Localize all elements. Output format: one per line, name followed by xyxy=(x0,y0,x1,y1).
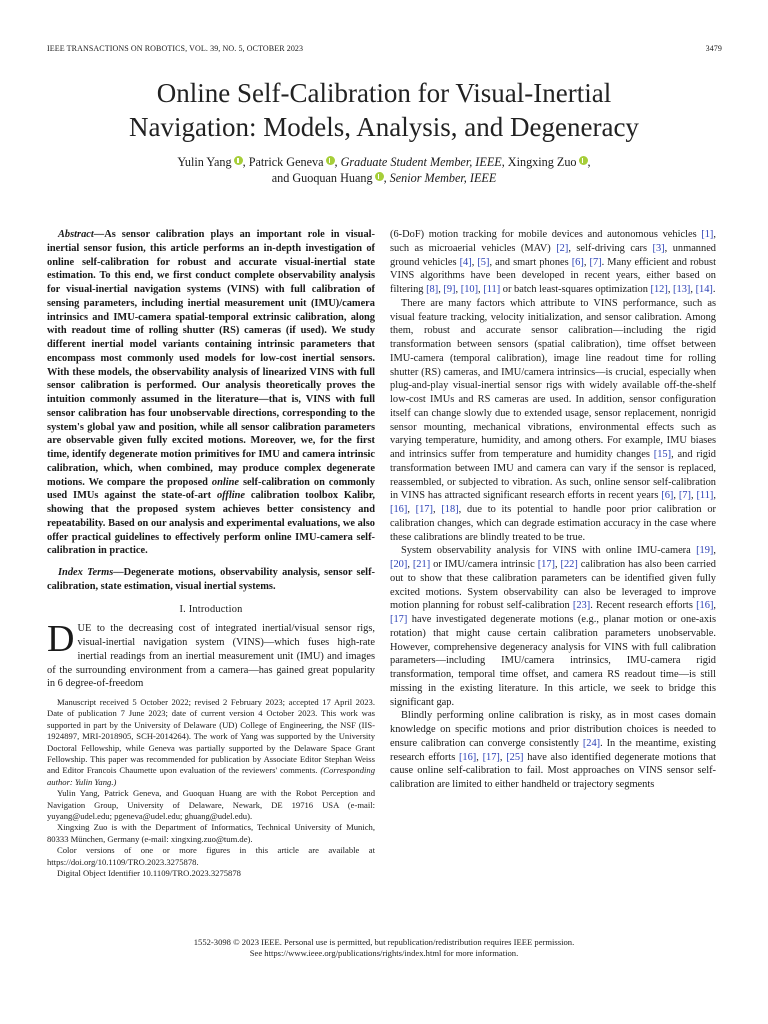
citation-link[interactable]: [6] xyxy=(571,256,584,268)
author-list: Yulin Yang , Patrick Geneva , Graduate Student Member, IEEE, Xingxing Zuo , and Guoquan Huang , Senior Member, IEEE xyxy=(177,155,591,185)
author-name: and Guoquan Huang xyxy=(271,171,373,185)
body-paragraph: (6-DoF) motion tracking for mobile devices and autonomous vehicles [1], such as microaerial vehicles (MAV) [2], self-driving cars [3], unmanned ground vehicles [4], [5], and smart phones [6], [7]. Many efficient and robust VINS algorithms have been developed in recent years, either based on filtering [8], [9], [10], [11] or batch least-squares optimization [12], [13], [14]. xyxy=(390,229,716,295)
citation-link[interactable]: [9] xyxy=(443,284,456,295)
body-paragraph: There are many factors which attribute to VINS performance, such as visual feature tracking, velocity initialization, and sensor calibration. Among them, robust and accurate sensor calibration—including the rigid transformation between sensors (spatial calibration), time offset between IMU-camera (temporal calibration), image line readout time for rolling shutter (RS) cameras, and IMU/camera intrinsics—is crucial, especially when plug-and-play visual-inertial sensor rigs with widely available off-the-shelf low-cost IMUs and RS cameras are used. In addition, sensor configuration itself can change slowly due to extended usage, sensor replacement, nonrigid sensor mounting, mechanical vibrations, environmental effects such as varying temperature, humidity, and among others. For example, IMU biases and intrinsics suffer from temperature and humidity changes [15], and rigid transformation between IMU and camera can vary if the sensor is replaced, reassembled, or subjected to vibration. As such, online sensor self-calibration in VINS has attracted significant research efforts in recent years [6], [7], [11], [16], [17], [18], due to its potential to handle poor prior calibration or calibration changes, which can degrade estimation accuracy in the case where these calibrations are blindly treated to be true. xyxy=(390,297,717,543)
citation-link[interactable]: [1] xyxy=(701,229,714,240)
citation-link[interactable]: [11] xyxy=(696,490,714,502)
right-column xyxy=(390,228,716,792)
citation-link[interactable]: [11] xyxy=(483,284,501,295)
citation-link[interactable]: [17] xyxy=(482,751,500,763)
citation-link[interactable]: [7] xyxy=(589,256,602,268)
citation-link[interactable]: [4] xyxy=(459,256,472,268)
citation-link[interactable]: [8] xyxy=(426,284,439,295)
orcid-icon[interactable] xyxy=(326,156,335,165)
body-paragraph: System observability analysis for VINS with online IMU-camera [19], [20], [21] or IMU/camera intrinsic [17], [22] calibration has also been carried out to show that these calibration parameters can be identified given fully excited motions. System observability can also be leveraged to improve motion planning for robust self-calibration [23]. Recent research efforts [16], [17] have investigated degenerate motions (e.g., planar motion or one-axis rotation) that might cause certain calibration parameters unobservable. However, comprehensive degeneracy analysis for VINS with full calibration parameters—including IMU/camera intrinsics, IMU-camera rigid transformation, temporal time offset, and camera RS readout time—is still missing in the existing literature. In this article, we seek to bridge this significant gap. xyxy=(390,545,717,708)
section-heading: I. Introduction xyxy=(179,603,243,615)
citation-link[interactable]: [17] xyxy=(415,504,433,515)
citation-link[interactable]: [25] xyxy=(506,751,524,763)
author-name: Yulin Yang xyxy=(177,155,232,169)
drop-cap: D xyxy=(47,618,75,661)
citation-link[interactable]: [19] xyxy=(696,545,714,557)
citation-link[interactable]: [16] xyxy=(458,751,477,763)
citation-link[interactable]: [6] xyxy=(661,490,674,502)
citation-link[interactable]: [5] xyxy=(477,256,490,268)
paper-title xyxy=(0,76,768,144)
copyright-notice: 1552-3098 © 2023 IEEE. Personal use is permitted, but republication/redistribution requires IEEE permission. See https://www.ieee.org/publications/rights/index.html for more information. xyxy=(193,937,575,958)
index-terms: Index Terms—Degenerate motions, observability analysis, sensor self-calibration, state estimation, visual inertial systems. xyxy=(47,567,375,592)
left-column xyxy=(47,228,375,691)
title-line-1: Online Self-Calibration for Visual-Inertial xyxy=(156,78,612,108)
body-paragraph: Blindly performing online calibration is risky, as in most cases domain knowledge on specific motions and prior distribution choices is needed to ensure calibration can converge consistently [24]. In the meantime, existing research efforts [16], [17], [25] have also identified degenerate motions that cause online self-calibration to fail. Most approaches on VINS sensor self-calibration are limited to either handheld or trajectory segments xyxy=(390,710,716,790)
citation-link[interactable]: [12] xyxy=(650,284,668,295)
citation-link[interactable]: [18] xyxy=(441,504,459,515)
citation-link[interactable]: [10] xyxy=(460,284,479,295)
citation-link[interactable]: [17] xyxy=(537,559,555,570)
citation-link[interactable]: [16] xyxy=(696,600,714,612)
citation-link[interactable]: [24] xyxy=(582,737,601,749)
author-name: , Patrick Geneva xyxy=(242,155,324,169)
author-name: , Xingxing Zuo xyxy=(501,155,577,169)
running-header xyxy=(47,44,722,56)
citation-link[interactable]: [13] xyxy=(673,284,691,295)
citation-link[interactable]: [22] xyxy=(560,559,578,570)
page-number: 3479 xyxy=(705,44,722,53)
intro-paragraph: DUE to the decreasing cost of integrated inertial/visual sensor rigs, visual-inertial navigation system (VINS)—which fuses high-rate inertial readings from an inertial measurement unit (IMU) and images of the surrounding environment from a camera—has gained great popularity in 6 degree-of-freedom xyxy=(47,618,375,690)
citation-link[interactable]: [20] xyxy=(390,559,408,570)
author-role: , Senior Member, IEEE xyxy=(383,171,497,185)
journal-info: IEEE TRANSACTIONS ON ROBOTICS, VOL. 39, NO. 5, OCTOBER 2023 xyxy=(47,44,304,53)
citation-link[interactable]: [3] xyxy=(652,242,665,254)
orcid-icon[interactable] xyxy=(579,156,588,165)
citation-link[interactable]: [17] xyxy=(390,614,408,625)
first-page-footnote: Manuscript received 5 October 2022; revised 2 February 2023; accepted 17 April 2023. Date of publication 7 June 2023; date of current version 4 October 2023. This work was supported in part by the University of Delaware (UD) College of Engineering, the NSF (IIS-1924897, MRI-2018905, SCH-2014264). The work of Yang was supported by the University Doctoral Fellowship, while Geneva was partially supported by the Delaware Space Grant Fellowship. This paper was recommended for publication by Associate Editor Stephan Weiss and Editor Francois Chaumette upon evaluation of the reviewers' comments. (Corresponding author: Yulin Yang.) Yulin Yang, Patrick Geneva, and Guoquan Huang are with the Robot Perception and Navigation Group, University of Delaware, Newark, DE 19716 USA (e-mail: yuyang@udel.edu; pgeneva@udel.edu; ghuang@udel.edu). Xingxing Zuo is with the Department of Informatics, Technical University of Munich, 80333 München, Germany (e-mail: xingxing.zuo@tum.de). Color versions of one or more figures in this article are available at https://doi.org/10.1109/TRO.2023.3275878. Digital Object Identifier 10.1109/TRO.2023.3275878 xyxy=(47,697,375,879)
abstract: Abstract—As sensor calibration plays an important role in visual-inertial sensor fusion, this article performs an in-depth investigation of online self-calibration for robust and accurate visual-inertial state estimation. To this end, we first conduct complete observability analysis for visual-inertial navigation systems (VINS) with full calibration of sensing parameters, including inertial measurement unit (IMU)/camera intrinsics and IMU-camera spatial-temporal extrinsic calibration, along with readout time of rolling shutter (RS) cameras (if used). We study different inertial model variants containing intrinsic parameters that encompass most commonly used models for low-cost inertial sensors. With these models, the observability analysis of linearized VINS with full sensor calibration is performed. Our analysis theoretically proves the intuition commonly assumed in the literature—that is, VINS with full sensor calibration has four unobservable directions, corresponding to the system's global yaw and position, while all sensor calibration parameters are observable given fully excited motions. Moreover, we, for the first time, identify degenerate motion primitives for IMU and camera intrinsic calibration, which, when combined, may produce complex degenerate motions. We compare the proposed online self-calibration on commonly used IMUs against the state-of-art offline calibration toolbox Kalibr, showing that the proposed system achieves better consistency and repeatability. Based on our analysis and experimental evaluations, we also offer practical guidelines to effectively perform online IMU-camera self-calibration in practice. xyxy=(47,229,375,557)
citation-link[interactable]: [16] xyxy=(390,504,408,515)
citation-link[interactable]: [23] xyxy=(572,600,591,612)
title-line-2: Navigation: Models, Analysis, and Degeneracy xyxy=(129,112,639,142)
citation-link[interactable]: [2] xyxy=(556,242,569,254)
author-role: , Graduate Student Member, IEEE xyxy=(334,155,502,169)
citation-link[interactable]: [15] xyxy=(653,449,672,460)
citation-link[interactable]: [14] xyxy=(695,284,713,295)
citation-link[interactable]: [7] xyxy=(678,490,691,502)
orcid-icon[interactable] xyxy=(234,156,243,165)
orcid-icon[interactable] xyxy=(375,172,384,181)
citation-link[interactable]: [21] xyxy=(412,559,431,570)
